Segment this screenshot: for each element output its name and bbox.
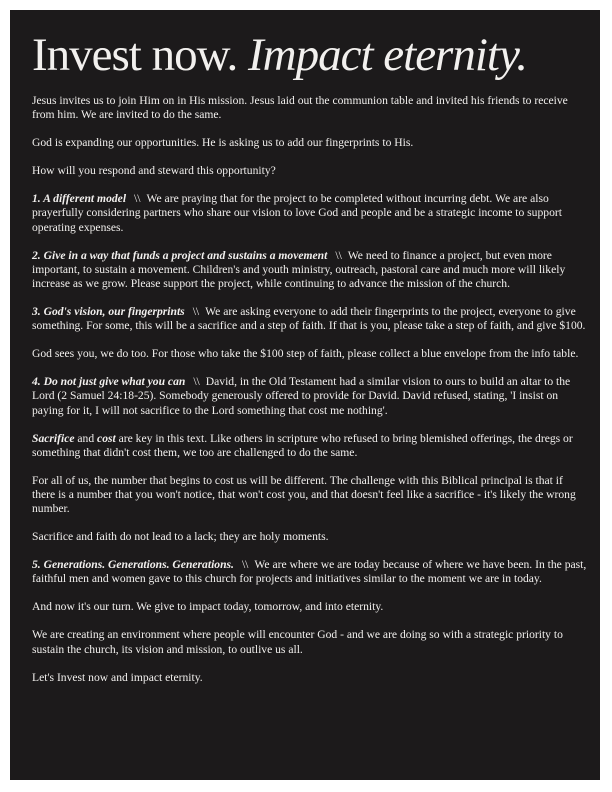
separator: \\ [241, 558, 249, 572]
title-part-1: Invest now. [32, 29, 238, 81]
emphasis-cost: cost [97, 431, 116, 445]
point-heading: 5. Generations. Generations. Generations. [32, 558, 234, 572]
conjunction: and [74, 431, 98, 445]
document-body [32, 94, 588, 699]
page-title [32, 29, 527, 81]
envelope-paragraph: God sees you, we do too. For those who take the $100 step of faith, please collect a blue envelope from the info table. [32, 347, 579, 361]
point-text: We are praying that for the project to be completed without incurring debt. We are also prayerfully considering partners who share our vision to love God and people and be a strategic income to support operating expenses. [32, 192, 562, 234]
point-heading: 4. Do not just give what you can [32, 375, 186, 389]
separator: \\ [134, 192, 141, 206]
point-heading: 3. God's vision, our fingerprints [32, 305, 185, 319]
point-4 [32, 375, 588, 418]
point-text: We are where we are today because of where we have been. In the past, faithful men and women gave to this church for projects and initiatives similar to the moment we are in today. [32, 558, 587, 586]
point-5 [32, 558, 588, 586]
emphasis-sacrifice: Sacrifice [32, 431, 75, 445]
point-heading: 1. A different model [32, 192, 127, 206]
sacrifice-rest: are key in this text. Like others in scripture who refused to bring blemished offerings, the dregs or something that didn't cost them, we too are challenged to do the same. [32, 431, 573, 459]
separator: \\ [192, 305, 200, 319]
point-1 [32, 192, 588, 235]
point-text: We need to finance a project, but even more important, to sustain a movement. Children's and youth ministry, outreach, pastoral care and much more will likely increase as we grow. Please support the project, while continuing to advance the mission of the church. [32, 248, 566, 291]
intro-paragraph: God is expanding our opportunities. He is asking us to add our fingerprints to His. [32, 136, 414, 150]
intro-paragraph: Jesus invites us to join Him on in His mission. Jesus laid out the communion table and invited his friends to receive from him. We are invited to do the same. [32, 94, 568, 122]
for-all-paragraph: For all of us, the number that begins to cost us will be different. The challenge with this Biblical principal is that if there is a number that you won't notice, that won't cost you, and that doesn't feel like a sacrifice - it's likely the wrong number. [32, 473, 576, 516]
point-3 [32, 305, 588, 333]
point-text: David, in the Old Testament had a similar vision to ours to build an altar to the Lord (2 Samuel 24:18-25). Somebody generously offered to provide for David. David refused, stating, 'I insist on paying for it, I will not sacrifice to the Lord something that cost me nothing'. [32, 375, 571, 417]
our-turn-paragraph: And now it's our turn. We give to impact today, tomorrow, and into eternity. [32, 600, 384, 614]
point-heading: 2. Give in a way that funds a project and sustains a movement [32, 248, 328, 262]
document-page [10, 10, 600, 780]
separator: \\ [193, 375, 200, 389]
separator: \\ [335, 248, 342, 262]
intro-question: How will you respond and steward this opportunity? [32, 164, 276, 178]
environment-paragraph: We are creating an environment where people will encounter God - and we are doing so with a strategic priority to sustain the church, its vision and mission, to outlive us all. [32, 628, 563, 656]
point-2 [32, 249, 588, 292]
point-text: We are asking everyone to add their fingerprints to the project, everyone to give something. For some, this will be a sacrifice and a step of faith. If that is you, please take a step of faith, and give $100. [32, 305, 586, 333]
closing-line: Let's Invest now and impact eternity. [32, 670, 203, 684]
holy-moments-paragraph: Sacrifice and faith do not lead to a lack; they are holy moments. [32, 530, 329, 544]
title-part-2: Impact eternity. [248, 29, 527, 81]
sacrifice-paragraph [32, 432, 588, 460]
